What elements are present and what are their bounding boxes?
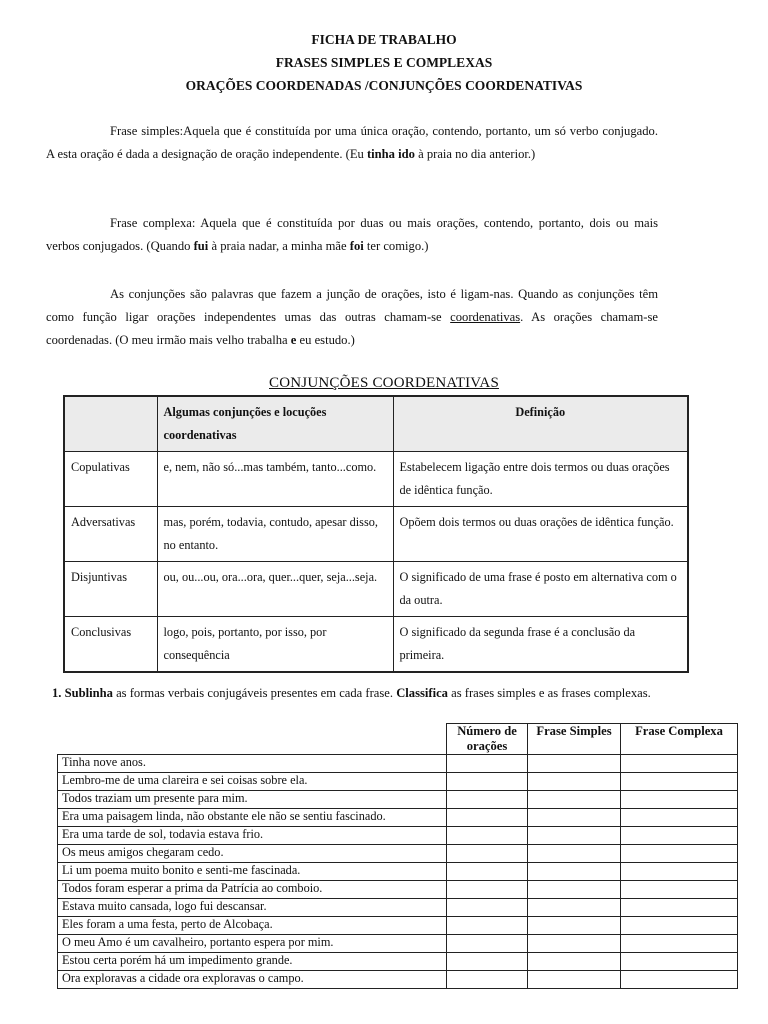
table-row (64, 452, 688, 507)
complex-cell[interactable] (621, 791, 738, 809)
p3-text-a: As conjunções são palavras que fazem a junção de orações, isto é ligam-nas. Quando as conjunções têm como função ligar orações independentes umas das outras chamam-se (46, 287, 658, 324)
conj-definition: O significado de uma frase é posto em alternativa com o da outra. (393, 562, 688, 617)
table-row (58, 935, 738, 953)
simple-cell[interactable] (528, 809, 621, 827)
complex-cell[interactable] (621, 809, 738, 827)
sentence-cell: Estava muito cansada, logo fui descansar. (58, 899, 447, 917)
header-simple-sentence: Frase Simples (528, 724, 621, 755)
number-cell[interactable] (447, 971, 528, 989)
sentence-cell: Era uma paisagem linda, não obstante ele não se sentiu fascinado. (58, 809, 447, 827)
conj-type: Conclusivas (64, 617, 157, 673)
table-row (64, 617, 688, 673)
p1-text-c: à praia no dia anterior.) (414, 147, 536, 161)
header-blank (58, 724, 447, 755)
table-row (58, 809, 738, 827)
number-cell[interactable] (447, 917, 528, 935)
conj-examples: ou, ou...ou, ora...ora, quer...quer, seja...seja. (157, 562, 393, 617)
exercise-verb-1: Sublinha (64, 686, 113, 700)
simple-cell[interactable] (528, 791, 621, 809)
simple-cell[interactable] (528, 881, 621, 899)
table-row (58, 791, 738, 809)
exercise-instructions (52, 686, 714, 701)
sentence-cell: Era uma tarde de sol, todavia estava frio. (58, 827, 447, 845)
paragraph-complex-sentence (46, 212, 658, 258)
table-row (58, 845, 738, 863)
number-cell[interactable] (447, 953, 528, 971)
p3-text-c: . As orações chamam-se coordenadas. (O meu irmão mais velho trabalha (46, 310, 658, 347)
complex-cell[interactable] (621, 881, 738, 899)
simple-cell[interactable] (528, 935, 621, 953)
p2-bold-verb-2: foi (349, 239, 364, 253)
exercise-text-1: as formas verbais conjugáveis presentes em cada frase. (112, 686, 397, 700)
number-cell[interactable] (447, 881, 528, 899)
p2-text-e: ter comigo.) (363, 239, 429, 253)
complex-cell[interactable] (621, 917, 738, 935)
table-row (58, 971, 738, 989)
exercise-number: 1. (52, 686, 62, 700)
conj-type: Adversativas (64, 507, 157, 562)
complex-cell[interactable] (621, 863, 738, 881)
p2-text-c: à praia nadar, a minha mãe (208, 239, 350, 253)
conj-definition: O significado da segunda frase é a conclusão da primeira. (393, 617, 688, 673)
sentence-cell: O meu Amo é um cavalheiro, portanto espera por mim. (58, 935, 447, 953)
complex-cell[interactable] (621, 773, 738, 791)
conj-definition: Estabelecem ligação entre dois termos ou duas orações de idêntica função. (393, 452, 688, 507)
sentence-cell: Lembro-me de uma clareira e sei coisas sobre ela. (58, 773, 447, 791)
p3-text-e: eu estudo.) (296, 333, 355, 347)
number-cell[interactable] (447, 845, 528, 863)
conjunctions-table (63, 395, 689, 673)
conjunctions-table-title: CONJUNÇÕES COORDENATIVAS (269, 375, 499, 391)
simple-cell[interactable] (528, 899, 621, 917)
p3-underlined-term: coordenativas (450, 310, 521, 324)
table-row (58, 863, 738, 881)
table-row (58, 953, 738, 971)
number-cell[interactable] (447, 809, 528, 827)
simple-cell[interactable] (528, 917, 621, 935)
simple-cell[interactable] (528, 755, 621, 773)
conj-definition: Opõem dois termos ou duas orações de idêntica função. (393, 507, 688, 562)
conj-examples: e, nem, não só...mas também, tanto...como. (157, 452, 393, 507)
complex-cell[interactable] (621, 899, 738, 917)
conj-examples: logo, pois, portanto, por isso, por consequência (157, 617, 393, 673)
header-number-of-clauses: Número de orações (447, 724, 528, 755)
sentence-cell: Todos foram esperar a prima da Patrícia ao comboio. (58, 881, 447, 899)
table-row (64, 507, 688, 562)
table-row (58, 773, 738, 791)
paragraph-conjunctions (46, 283, 658, 352)
number-cell[interactable] (447, 899, 528, 917)
simple-cell[interactable] (528, 827, 621, 845)
simple-cell[interactable] (528, 953, 621, 971)
sentence-cell: Os meus amigos chegaram cedo. (58, 845, 447, 863)
sentence-cell: Estou certa porém há um impedimento grande. (58, 953, 447, 971)
conj-type: Disjuntivas (64, 562, 157, 617)
simple-cell[interactable] (528, 863, 621, 881)
simple-cell[interactable] (528, 971, 621, 989)
table-row (58, 827, 738, 845)
conj-type: Copulativas (64, 452, 157, 507)
sentence-cell: Tinha nove anos. (58, 755, 447, 773)
conjunctions-table-header (64, 396, 688, 452)
header-empty (64, 396, 157, 452)
paragraph-simple-sentence (46, 120, 658, 166)
complex-cell[interactable] (621, 971, 738, 989)
number-cell[interactable] (447, 863, 528, 881)
conj-examples: mas, porém, todavia, contudo, apesar disso, no entanto. (157, 507, 393, 562)
table-row (58, 917, 738, 935)
complex-cell[interactable] (621, 845, 738, 863)
table-row (58, 755, 738, 773)
table-row (58, 881, 738, 899)
sentence-cell: Li um poema muito bonito e senti-me fascinada. (58, 863, 447, 881)
header-examples: Algumas conjunções e locuções coordenativas (157, 396, 393, 452)
number-cell[interactable] (447, 827, 528, 845)
header-definition: Definição (393, 396, 688, 452)
exercise-table-header (58, 724, 738, 755)
table-row (64, 562, 688, 617)
number-cell[interactable] (447, 755, 528, 773)
exercise-text-2: as frases simples e as frases complexas. (447, 686, 651, 700)
sentence-cell: Ora exploravas a cidade ora exploravas o campo. (58, 971, 447, 989)
p1-bold-verb: tinha ido (366, 147, 415, 161)
simple-cell[interactable] (528, 845, 621, 863)
complex-cell[interactable] (621, 755, 738, 773)
table-row (58, 899, 738, 917)
title-line-2: FRASES SIMPLES E COMPLEXAS (275, 55, 493, 70)
title-line-3: ORAÇÕES COORDENADAS /CONJUNÇÕES COORDENATIVAS (185, 78, 583, 93)
p3-bold-conjunction: e (290, 333, 297, 347)
p2-bold-verb-1: fui (193, 239, 209, 253)
number-cell[interactable] (447, 935, 528, 953)
sentence-cell: Todos traziam um presente para mim. (58, 791, 447, 809)
exercise-table (57, 723, 738, 989)
number-cell[interactable] (447, 791, 528, 809)
p1-text-a: Frase simples:Aquela que é constituída por uma única oração, contendo, portanto, um só verbo conjugado. A esta oração é dada a designação de oração independente. (Eu (46, 124, 658, 161)
header-complex-sentence: Frase Complexa (621, 724, 738, 755)
p2-text-a: Frase complexa: Aquela que é constituída por duas ou mais orações, contendo, portanto, dois ou mais verbos conjugados. (Quando (46, 216, 658, 253)
simple-cell[interactable] (528, 773, 621, 791)
worksheet-titles (0, 28, 768, 97)
exercise-verb-2: Classifica (396, 686, 448, 700)
title-line-1: FICHA DE TRABALHO (311, 32, 457, 47)
sentence-cell: Eles foram a uma festa, perto de Alcobaça. (58, 917, 447, 935)
number-cell[interactable] (447, 773, 528, 791)
complex-cell[interactable] (621, 935, 738, 953)
complex-cell[interactable] (621, 953, 738, 971)
complex-cell[interactable] (621, 827, 738, 845)
